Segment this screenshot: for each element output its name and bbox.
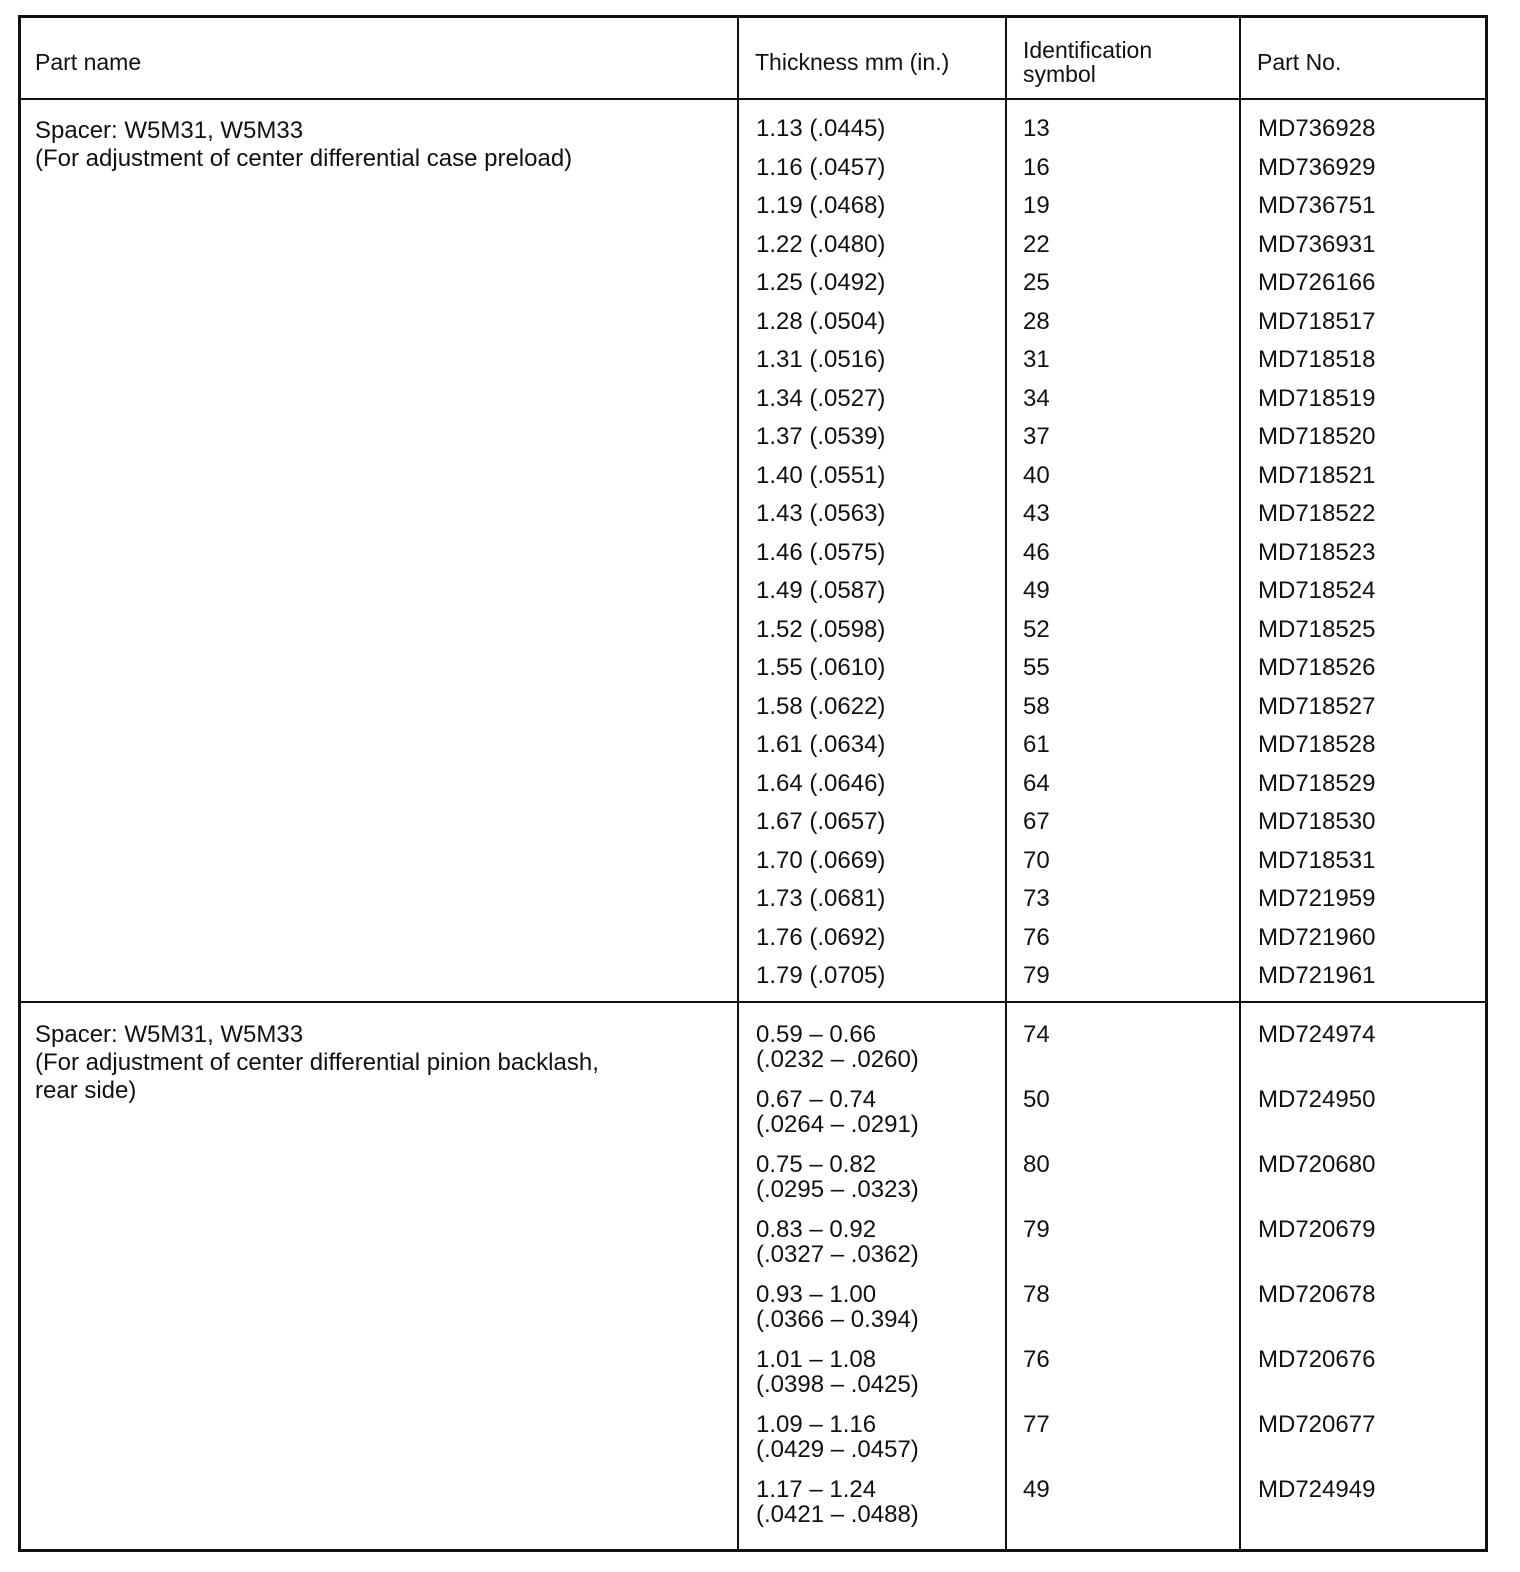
thickness-cell: 1.64 (.0646) xyxy=(756,769,886,797)
id-symbol-cell: 43 xyxy=(1023,500,1050,527)
group2-part-name-line2: (For adjustment of center differential pinion backlash, xyxy=(35,1049,599,1076)
thickness-mm-cell: 0.67 – 0.74 xyxy=(756,1086,877,1113)
part-no-cell: MD718531 xyxy=(1258,846,1376,874)
table-row xyxy=(21,155,1485,194)
part-no-cell: MD718524 xyxy=(1258,577,1376,604)
table-row xyxy=(21,463,1485,502)
thickness-inch-cell: (.0327 – .0362) xyxy=(756,1241,919,1268)
id-symbol-cell: 40 xyxy=(1023,461,1050,489)
table-row xyxy=(21,232,1485,271)
id-symbol-cell: 79 xyxy=(1023,1216,1050,1243)
thickness-cell: 1.28 (.0504) xyxy=(756,307,886,335)
thickness-mm-cell: 0.75 – 0.82 xyxy=(756,1151,877,1178)
thickness-mm-cell: 1.09 – 1.16 xyxy=(756,1411,877,1438)
id-symbol-cell: 77 xyxy=(1023,1411,1050,1438)
thickness-cell: 1.55 (.0610) xyxy=(756,654,886,681)
parts-table xyxy=(18,15,1488,1552)
thickness-cell: 1.79 (.0705) xyxy=(756,962,886,989)
thickness-cell: 1.70 (.0669) xyxy=(756,846,886,874)
table-row xyxy=(21,1282,1485,1347)
id-symbol-cell: 46 xyxy=(1023,538,1050,566)
table-row xyxy=(21,347,1485,386)
thickness-cell: 1.40 (.0551) xyxy=(756,461,886,489)
part-no-cell: MD720678 xyxy=(1258,1281,1376,1308)
thickness-inch-cell: (.0398 – .0425) xyxy=(756,1371,919,1398)
thickness-cell: 1.37 (.0539) xyxy=(756,423,886,450)
table-row xyxy=(21,848,1485,887)
part-no-cell: MD720676 xyxy=(1258,1346,1376,1373)
id-symbol-cell: 52 xyxy=(1023,615,1050,643)
group1-part-name-line2: (For adjustment of center differential case preload) xyxy=(35,145,573,172)
table-row xyxy=(21,309,1485,348)
id-symbol-cell: 31 xyxy=(1023,346,1050,373)
part-no-cell: MD721961 xyxy=(1258,962,1376,989)
header-id-symbol-line1: Identification xyxy=(1023,37,1153,63)
thickness-cell: 1.46 (.0575) xyxy=(756,538,886,566)
thickness-inch-cell: (.0421 – .0488) xyxy=(756,1501,919,1528)
id-symbol-cell: 16 xyxy=(1023,153,1050,181)
id-symbol-cell: 13 xyxy=(1023,115,1050,142)
part-no-cell: MD721959 xyxy=(1258,885,1376,912)
part-no-cell: MD718529 xyxy=(1258,769,1376,797)
table-row xyxy=(21,1477,1485,1542)
table-row xyxy=(21,1347,1485,1412)
group2-part-name-line3: rear side) xyxy=(35,1077,137,1104)
id-symbol-cell: 58 xyxy=(1023,692,1050,720)
part-no-cell: MD720680 xyxy=(1258,1151,1376,1178)
id-symbol-cell: 50 xyxy=(1023,1086,1050,1113)
thickness-cell: 1.43 (.0563) xyxy=(756,500,886,527)
id-symbol-cell: 70 xyxy=(1023,846,1050,874)
thickness-mm-cell: 0.83 – 0.92 xyxy=(756,1216,877,1243)
table-row xyxy=(21,886,1485,925)
thickness-cell: 1.49 (.0587) xyxy=(756,577,886,604)
table-row xyxy=(21,1152,1485,1217)
part-no-cell: MD718519 xyxy=(1258,384,1376,412)
part-no-cell: MD718530 xyxy=(1258,808,1376,835)
thickness-mm-cell: 1.17 – 1.24 xyxy=(756,1476,877,1503)
part-no-cell: MD718517 xyxy=(1258,307,1376,335)
part-no-cell: MD726166 xyxy=(1258,269,1376,296)
id-symbol-cell: 49 xyxy=(1023,1476,1050,1503)
part-no-cell: MD718520 xyxy=(1258,423,1376,450)
part-no-cell: MD718526 xyxy=(1258,654,1376,681)
part-no-cell: MD718523 xyxy=(1258,538,1376,566)
id-symbol-cell: 34 xyxy=(1023,384,1050,412)
table-row xyxy=(21,501,1485,540)
table-row xyxy=(21,925,1485,964)
table-row xyxy=(21,540,1485,579)
thickness-cell: 1.58 (.0622) xyxy=(756,692,886,720)
part-no-cell: MD736929 xyxy=(1258,153,1376,181)
table-row xyxy=(21,1087,1485,1152)
part-no-cell: MD724949 xyxy=(1258,1476,1376,1503)
id-symbol-cell: 78 xyxy=(1023,1281,1050,1308)
id-symbol-cell: 64 xyxy=(1023,769,1050,797)
thickness-cell: 1.19 (.0468) xyxy=(756,192,886,219)
thickness-inch-cell: (.0366 – 0.394) xyxy=(756,1306,919,1333)
table-row xyxy=(21,694,1485,733)
thickness-cell: 1.52 (.0598) xyxy=(756,615,886,643)
header-thickness: Thickness mm (in.) xyxy=(755,49,950,75)
header-part-no: Part No. xyxy=(1257,49,1342,75)
id-symbol-cell: 37 xyxy=(1023,423,1050,450)
id-symbol-cell: 19 xyxy=(1023,192,1050,219)
part-no-cell: MD724974 xyxy=(1258,1021,1376,1048)
id-symbol-cell: 73 xyxy=(1023,885,1050,912)
part-no-cell: MD718521 xyxy=(1258,461,1376,489)
thickness-cell: 1.13 (.0445) xyxy=(756,115,886,142)
divider-header xyxy=(21,98,1485,100)
id-symbol-cell: 28 xyxy=(1023,307,1050,335)
table-row xyxy=(21,386,1485,425)
id-symbol-cell: 55 xyxy=(1023,654,1050,681)
table-row xyxy=(21,732,1485,771)
id-symbol-cell: 25 xyxy=(1023,269,1050,296)
thickness-cell: 1.73 (.0681) xyxy=(756,885,886,912)
thickness-mm-cell: 0.93 – 1.00 xyxy=(756,1281,877,1308)
part-no-cell: MD718525 xyxy=(1258,615,1376,643)
thickness-cell: 1.61 (.0634) xyxy=(756,731,886,758)
id-symbol-cell: 80 xyxy=(1023,1151,1050,1178)
table-row xyxy=(21,424,1485,463)
table-row xyxy=(21,963,1485,1002)
table-row xyxy=(21,655,1485,694)
thickness-mm-cell: 0.59 – 0.66 xyxy=(756,1021,877,1048)
thickness-cell: 1.22 (.0480) xyxy=(756,230,886,258)
table-row xyxy=(21,771,1485,810)
thickness-cell: 1.16 (.0457) xyxy=(756,153,886,181)
part-no-cell: MD736751 xyxy=(1258,192,1376,219)
thickness-cell: 1.25 (.0492) xyxy=(756,269,886,296)
part-no-cell: MD720677 xyxy=(1258,1411,1376,1438)
id-symbol-cell: 74 xyxy=(1023,1021,1050,1048)
part-no-cell: MD724950 xyxy=(1258,1086,1376,1113)
table-row xyxy=(21,617,1485,656)
part-no-cell: MD718528 xyxy=(1258,731,1376,758)
part-no-cell: MD721960 xyxy=(1258,923,1376,951)
part-no-cell: MD736928 xyxy=(1258,115,1376,142)
thickness-cell: 1.31 (.0516) xyxy=(756,346,886,373)
table-row xyxy=(21,578,1485,617)
thickness-mm-cell: 1.01 – 1.08 xyxy=(756,1346,877,1373)
group1-part-name-line1: Spacer: W5M31, W5M33 xyxy=(35,117,304,144)
table-row xyxy=(21,270,1485,309)
part-no-cell: MD718527 xyxy=(1258,692,1376,720)
id-symbol-cell: 76 xyxy=(1023,1346,1050,1373)
id-symbol-cell: 61 xyxy=(1023,731,1050,758)
thickness-inch-cell: (.0264 – .0291) xyxy=(756,1111,919,1138)
part-no-cell: MD720679 xyxy=(1258,1216,1376,1243)
thickness-inch-cell: (.0429 – .0457) xyxy=(756,1436,919,1463)
thickness-inch-cell: (.0295 – .0323) xyxy=(756,1176,919,1203)
id-symbol-cell: 76 xyxy=(1023,923,1050,951)
group2-part-name-line1: Spacer: W5M31, W5M33 xyxy=(35,1021,304,1048)
part-no-cell: MD718518 xyxy=(1258,346,1376,373)
table-row xyxy=(21,1412,1485,1477)
part-no-cell: MD736931 xyxy=(1258,230,1376,258)
table-row xyxy=(21,193,1485,232)
table-row xyxy=(21,116,1485,155)
thickness-cell: 1.34 (.0527) xyxy=(756,384,886,412)
thickness-cell: 1.67 (.0657) xyxy=(756,808,886,835)
header-id-symbol-line2: symbol xyxy=(1023,61,1096,87)
table-row xyxy=(21,1217,1485,1282)
thickness-inch-cell: (.0232 – .0260) xyxy=(756,1046,919,1073)
thickness-cell: 1.76 (.0692) xyxy=(756,923,886,951)
table-row xyxy=(21,1022,1485,1087)
id-symbol-cell: 79 xyxy=(1023,962,1050,989)
id-symbol-cell: 67 xyxy=(1023,808,1050,835)
table-row xyxy=(21,809,1485,848)
id-symbol-cell: 22 xyxy=(1023,230,1050,258)
id-symbol-cell: 49 xyxy=(1023,577,1050,604)
part-no-cell: MD718522 xyxy=(1258,500,1376,527)
header-part-name: Part name xyxy=(35,49,142,75)
